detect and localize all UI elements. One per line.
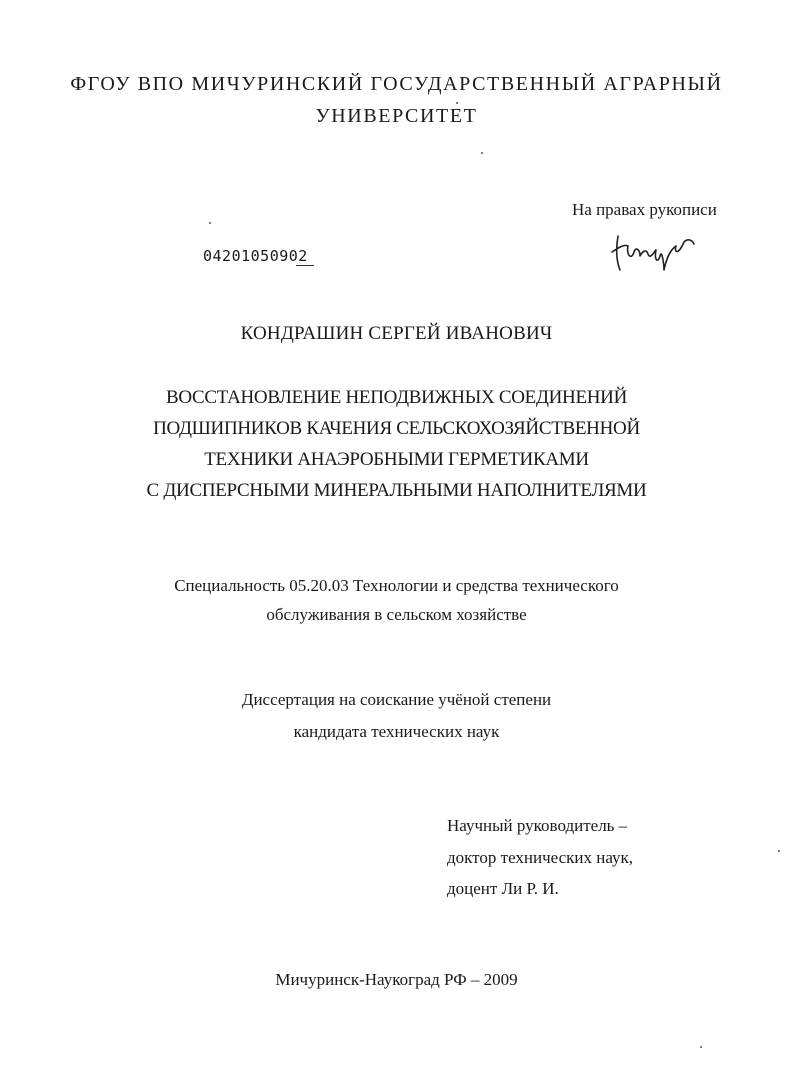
specialty-line-2: обслуживания в сельском хозяйстве	[266, 605, 527, 624]
supervisor-line-2: доктор технических наук,	[447, 848, 634, 867]
scan-speck	[456, 102, 458, 104]
author-name: КОНДРАШИН СЕРГЕЙ ИВАНОВИЧ	[240, 323, 553, 344]
scan-speck	[778, 850, 780, 852]
scan-speck	[209, 222, 211, 224]
specialty-line-1: Специальность 05.20.03 Технологии и средства технического	[174, 576, 619, 595]
title-line-1: ВОССТАНОВЛЕНИЕ НЕПОДВИЖНЫХ СОЕДИНЕНИЙ	[165, 387, 628, 408]
code-underline	[296, 265, 314, 266]
scan-speck	[700, 1046, 702, 1048]
institution-line-1: ФГОУ ВПО МИЧУРИНСКИЙ ГОСУДАРСТВЕННЫЙ АГРАРНЫЙ	[70, 73, 723, 95]
rights-note: На правах рукописи	[572, 200, 717, 219]
city-year: Мичуринск-Наукоград РФ – 2009	[275, 970, 518, 989]
supervisor-line-1: Научный руководитель –	[447, 816, 628, 835]
document-code: 04201050902	[203, 247, 308, 265]
institution-line-2: УНИВЕРСИТЕТ	[315, 105, 478, 127]
signature-icon	[604, 230, 696, 274]
supervisor-line-3: доцент Ли Р. И.	[447, 879, 559, 898]
title-line-4: С ДИСПЕРСНЫМИ МИНЕРАЛЬНЫМИ НАПОЛНИТЕЛЯМИ	[146, 480, 647, 501]
dissertation-line-2: кандидата технических наук	[293, 722, 500, 741]
title-line-3: ТЕХНИКИ АНАЭРОБНЫМИ ГЕРМЕТИКАМИ	[204, 449, 589, 470]
dissertation-line-1: Диссертация на соискание учёной степени	[241, 690, 552, 709]
scan-speck	[481, 152, 483, 154]
title-line-2: ПОДШИПНИКОВ КАЧЕНИЯ СЕЛЬСКОХОЗЯЙСТВЕННОЙ	[153, 418, 640, 439]
